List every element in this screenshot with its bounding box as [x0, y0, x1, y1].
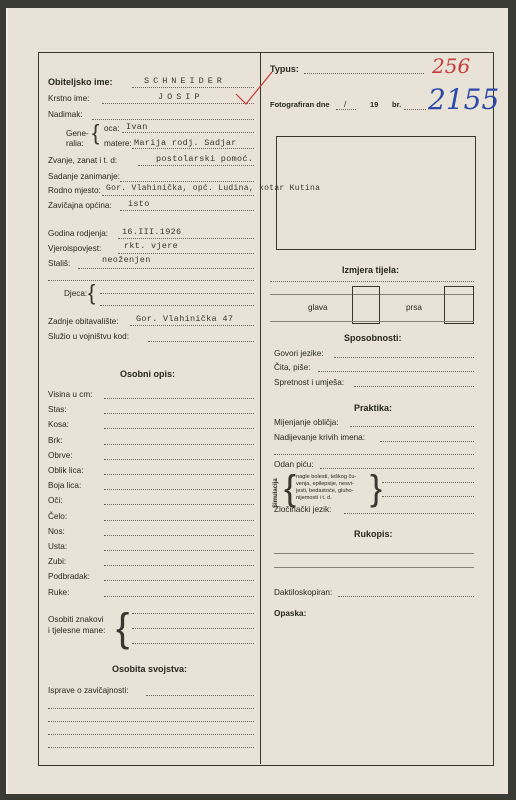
docs-line-2	[48, 708, 254, 709]
given-value: JOSIP	[158, 92, 204, 102]
birthyear-label: Godina rodjenja:	[48, 229, 109, 238]
description-field-line	[104, 474, 254, 475]
docs-line-3	[48, 721, 254, 722]
handwritten-red-number: 256	[432, 54, 471, 78]
municipality-label: Zavičajna općina:	[48, 201, 112, 210]
surname-value: SCHNEIDER	[144, 76, 226, 86]
religion-label: Vjeroispovjest:	[48, 244, 102, 253]
marks-label-1: Osobiti znakovi	[48, 615, 104, 624]
municipality-line	[120, 210, 254, 211]
generalia-label-1: Gene-	[66, 129, 89, 138]
traits-heading: Osobita svojstva:	[112, 664, 188, 674]
description-field-line	[104, 413, 254, 414]
description-field-label: Visina u cm:	[48, 390, 93, 399]
clothing-line	[320, 468, 474, 469]
description-field-line	[104, 580, 254, 581]
face-line	[350, 426, 474, 427]
face-label: Mijenjanje obličja:	[274, 418, 339, 427]
description-field-line	[104, 550, 254, 551]
marks-label-2: i tjelesne mane:	[48, 626, 106, 635]
description-field-line	[104, 565, 254, 566]
glava-label: glava	[308, 303, 328, 312]
occupation-value: postolarski pomoć.	[156, 154, 254, 164]
father-label: oca:	[104, 124, 120, 133]
birthplace-label: Rodno mjesto:	[48, 186, 101, 195]
br-line	[404, 109, 426, 110]
description-heading: Osobni opis:	[120, 369, 175, 379]
handwriting-line-2	[274, 567, 474, 568]
status-label: Stališ:	[48, 259, 71, 268]
description-field-label: Nos:	[48, 526, 65, 536]
children-label: Djeca:	[64, 289, 88, 298]
description-field-line	[104, 489, 254, 490]
description-field-label: Obrve:	[48, 450, 73, 460]
docs-line-4	[48, 734, 254, 735]
docs-line-1	[146, 695, 254, 696]
children-line-1	[100, 293, 254, 294]
military-line	[148, 341, 254, 342]
description-field-line	[104, 520, 254, 521]
status-line-2	[48, 280, 254, 281]
simulation-brace: {	[284, 467, 297, 508]
red-check-mark	[234, 70, 274, 106]
handwritten-blue-number: 2155	[428, 83, 500, 116]
simulation-text-3: jesti, bedastoće, gluho-	[296, 488, 354, 494]
description-field-label: Stas:	[48, 405, 67, 415]
handwriting-heading: Rukopis:	[354, 529, 393, 539]
docs-line-5	[48, 747, 254, 748]
surname-label: Obiteljsko ime:	[48, 77, 113, 87]
measure-line-bottom	[270, 321, 474, 322]
measure-line-top	[270, 281, 474, 282]
handwriting-line-1	[274, 553, 474, 554]
description-field-label: Brk:	[48, 435, 63, 445]
description-field-label: Oči:	[48, 496, 63, 506]
description-field-line	[104, 428, 254, 429]
simulation-brace-right: }	[370, 467, 383, 508]
description-field-label: Kosa:	[48, 420, 69, 430]
note-label: Opaska:	[274, 609, 307, 618]
prsa-label: prsa	[406, 303, 422, 312]
religion-value: rkt. vjere	[124, 241, 179, 251]
description-field-line	[104, 504, 254, 505]
year-prefix: 19	[370, 100, 379, 109]
names-label: Nadijevanje krivih imena:	[274, 433, 366, 442]
form-sheet	[6, 8, 508, 794]
description-field-line	[104, 398, 254, 399]
current-occ-line	[120, 181, 254, 182]
description-field-line	[104, 444, 254, 445]
description-field-line	[104, 596, 254, 597]
marks-line-1	[132, 613, 254, 614]
typus-line	[304, 73, 424, 74]
marks-brace: {	[116, 606, 130, 650]
br-label: br.	[392, 100, 402, 109]
description-field-line	[104, 535, 254, 536]
description-field-label: Zubi:	[48, 557, 67, 567]
column-divider	[260, 52, 261, 764]
description-field-label: Usta:	[48, 542, 68, 551]
languages-label: Govori jezike:	[274, 349, 324, 358]
practice-heading: Praktika:	[354, 403, 393, 413]
municipality-value: isto	[128, 199, 150, 209]
father-value: Ivan	[126, 122, 148, 132]
residence-value: Gor. Vlahinička 47	[136, 314, 234, 324]
description-field-line	[104, 459, 254, 460]
jargon-line	[344, 513, 474, 514]
languages-line	[334, 357, 474, 358]
skill-label: Spretnost i umješa:	[274, 378, 345, 387]
description-field-label: Čelo:	[48, 511, 68, 521]
simulation-text-1: nagle bolesti, teškog ču-	[296, 474, 357, 480]
mother-label: matere:	[104, 139, 132, 148]
residence-line	[130, 325, 254, 326]
glava-box	[352, 286, 380, 324]
generalia-label-2: ralia:	[66, 139, 84, 148]
typus-label: Typus:	[270, 64, 299, 74]
measure-heading: Izmjera tijela:	[342, 265, 400, 275]
simulation-line-1	[382, 482, 474, 483]
occupation-line	[138, 165, 254, 166]
birthyear-value: 16.III.1926	[122, 227, 182, 237]
father-line	[122, 132, 254, 133]
generalia-brace: {	[92, 120, 100, 145]
prsa-box	[444, 286, 474, 324]
fotografiran-label: Fotografiran dne	[270, 100, 330, 109]
simulation-text-4: nijemosti i t. d.	[296, 495, 332, 501]
simulation-line-2	[382, 496, 474, 497]
clothing-label: Odan piću:	[274, 460, 314, 469]
current-occ-label: Sadanje zanimanje:	[48, 172, 120, 181]
mother-line	[132, 148, 254, 149]
fingerprint-line	[338, 596, 474, 597]
religion-line	[118, 253, 254, 254]
docs-label: Isprave o zavičajnosti:	[48, 686, 129, 695]
status-value: neoženjen	[102, 255, 151, 265]
birthplace-line	[102, 195, 254, 196]
reads-label: Čita, piše:	[274, 363, 311, 372]
marks-line-3	[132, 643, 254, 644]
description-field-label: Boja lica:	[48, 481, 82, 491]
military-label: Služio u vojništvu kod:	[48, 332, 130, 341]
residence-label: Zadnje obitavalište:	[48, 317, 119, 326]
mother-value: Marija rodj. Sadjar	[134, 138, 237, 148]
birthyear-line	[118, 238, 254, 239]
skill-line	[354, 386, 474, 387]
slash-sep: /	[344, 100, 347, 109]
given-label: Krstno ime:	[48, 94, 90, 103]
abilities-heading: Sposobnosti:	[344, 333, 402, 343]
fingerprint-label: Daktiloskopiran:	[274, 588, 333, 597]
names-line	[380, 441, 474, 442]
nickname-label: Nadimak:	[48, 110, 83, 119]
given-line	[102, 103, 254, 104]
children-brace: {	[88, 280, 96, 305]
names-line-2	[274, 454, 474, 455]
children-line-2	[100, 305, 254, 306]
reads-line	[318, 371, 474, 372]
simulation-text-2: venja, epilepsije, nesvi-	[296, 481, 354, 487]
description-field-label: Oblik lica:	[48, 466, 84, 475]
marks-line-2	[132, 628, 254, 629]
description-field-label: Podbradak:	[48, 572, 90, 582]
nickname-line	[92, 119, 254, 120]
status-line	[78, 268, 254, 269]
simulation-label: Simulacija	[273, 478, 279, 508]
birthplace-value: Gor. Vlahinička, opć. Ludina, kotar Kutina	[106, 184, 321, 193]
jargon-label: Zločinački jezik:	[274, 505, 332, 514]
occupation-label: Zvanje, zanat i t. d:	[48, 156, 118, 165]
description-field-label: Ruke:	[48, 587, 70, 597]
